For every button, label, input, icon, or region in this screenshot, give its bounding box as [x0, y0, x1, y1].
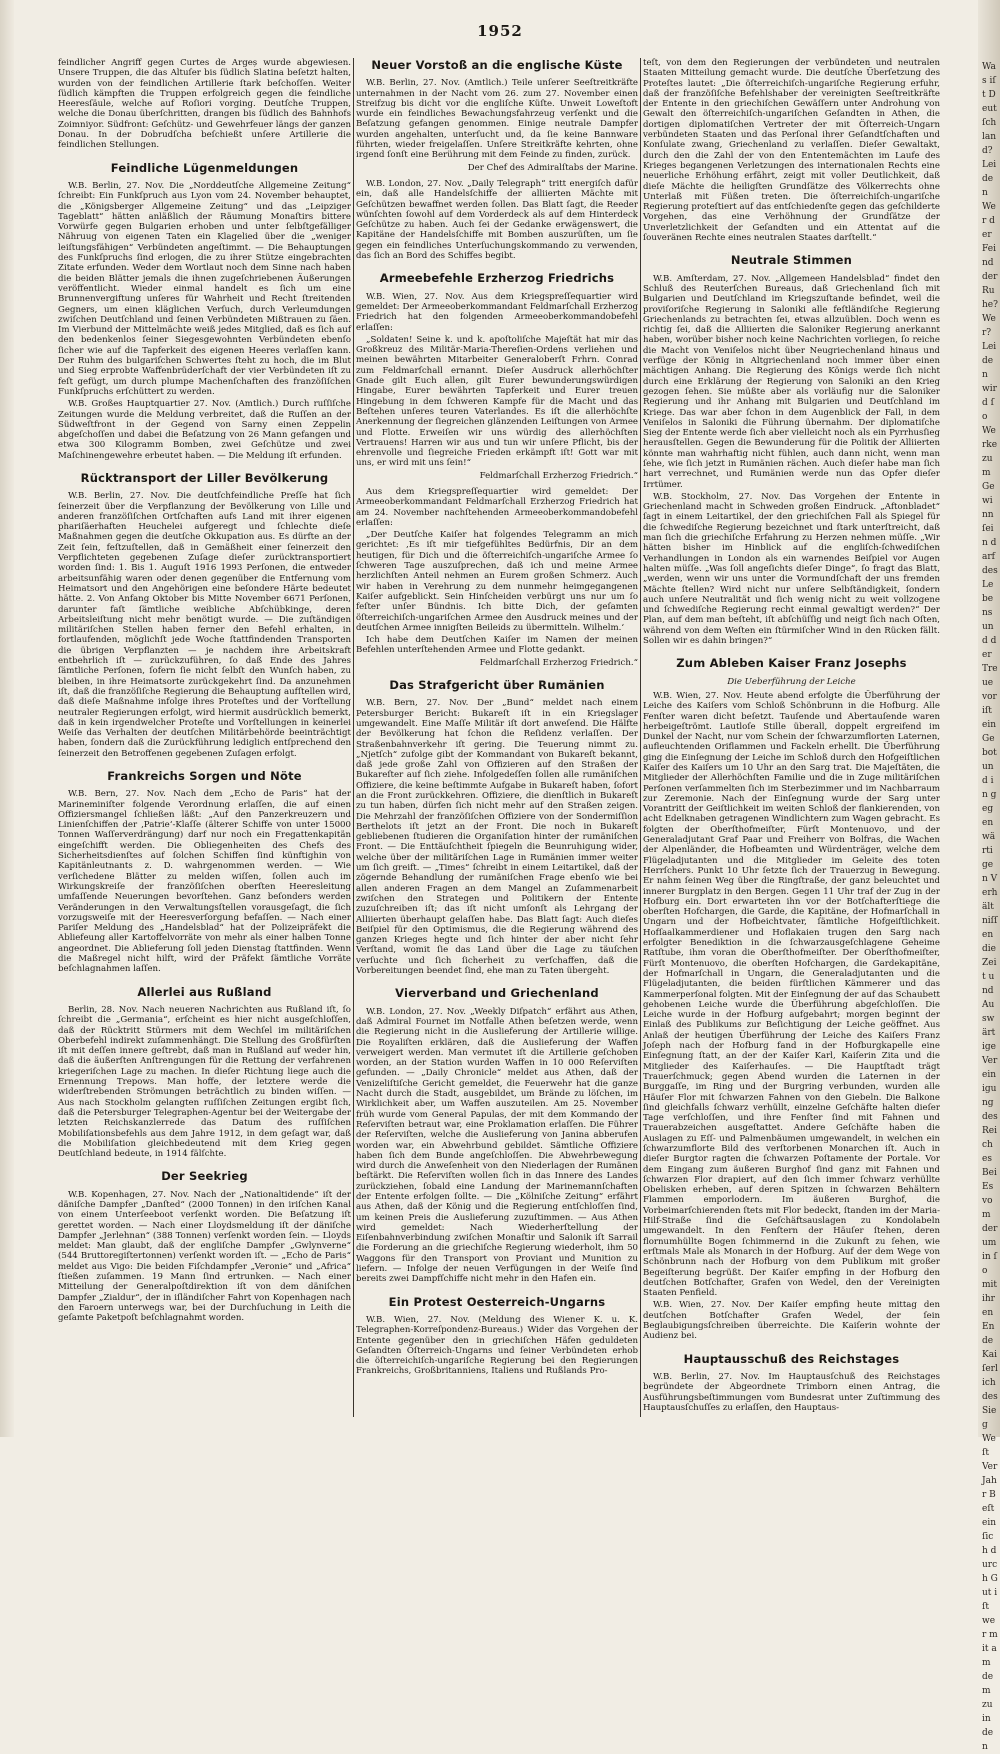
article-paragraph: W.B. Wien, 27. Nov. (Meldung des Wiener K. u. K. Telegraphen-Korreſpondenz-Bureaus.) Wider das Vorgehen der Entente gegenüber den in griechiſchen Häfen geduldeten Geſandten Öſterreich-Ungarns und ſeiner Verbündeten erhob die öſterreichiſch-ungariſche Regierung bei den Regierungen Frankreichs, Großbritanniens, Italiens und Rußlands Pro-: [356, 1314, 638, 1377]
article-paragraph: W.B. Wien, 27. Nov. Der Kaiſer empfing heute mittag den deutſchen Botſchafter Grafen Wedel, der ſein Beglaubigungsſchreiben überreichte. Die Kaiſerin wohnte der Audienz bei.: [643, 1300, 940, 1342]
column-divider: [353, 58, 354, 1417]
article-headline: Feindliche Lügenmeldungen: [110, 160, 299, 175]
article-signature: Der Chef des Admiralſtabs der Marine.: [467, 162, 638, 173]
article-paragraph: „Der Deutſche Kaiſer hat folgendes Telegramm an mich gerichtet: ‚Es iſt mir tiefgefühltes Bedürfnis, Dir an dem heutigen, für Dich und die öſterreichiſch-ungariſche Armee ſo ſchweren Tage auszuſprechen, daß ich und meine Armee herzlichſten Anteil nehmen an Eurem großen Schmerz. Auch wir haben in Verehrung zu dem nunmehr heimgegangenen Kaiſer aufgeblickt. Sein Hinſcheiden verbürgt uns nur um ſo feſter unſer Bündnis. Ich bitte Dich, der geſamten öſterreichiſch-ungariſchen Armee den Ausdruck meines und der deutſchen Armee innigſten Beileids zu übermitteln. Wilhelm.‘: [356, 530, 638, 633]
page-number: 1952: [477, 22, 523, 40]
article-paragraph: Aus dem Kriegspreſſequartier wird gemeldet: Der Armeeoberkommandant Feldmarſchall Erzherzog Friedrich hat am 24. November nachſtehenden Armeeoberkommandobefehl erlaſſen:: [356, 486, 638, 528]
article-paragraph: „Soldaten! Seine k. und k. apoſtoliſche Majeſtät hat mir das Großkreuz des Militär-Maria-Thereſien-Ordens verliehen und meinen bewährten Mitarbeiter Generaloberſt Frhrn. Conrad zum Feldmarſchall ernannt. Dieſer Ausdruck allerhöchſter Gnade gilt Euch allen, gilt Eurer bewunderungswürdigen Hingabe, Eurer bewährten Tapferkeit und Eurer treuen Hingebung in dem ſchweren Kampfe für die Macht und das Beſtehen unſeres teuren Vaterlandes. Es iſt die allerhöchſte Anerkennung der ſiegreichen glänzenden Leiſtungen von Armee und Flotte. Erweiſen wir uns würdig des allerhöchſten Vertrauens! Harren wir aus und tun wir unſere Pflicht, bis der ehrenvolle und ſiegreiche Frieden erkämpft iſt! Gott war mit uns, er wird mit uns ſein!“: [356, 334, 638, 469]
article-paragraph: teſt, von dem den Regierungen der verbündeten und neutralen Staaten Mitteilung gemacht wurde. Die deutſche Überſetzung des Proteſtes lautet: „Die öſterreichiſch-ungariſche Regierung erfuhr, daß der franzöſiſche Befehlshaber der vereinigten Seeſtreitkräfte der Entente in den griechiſchen Gewäſſern unter Androhung von Gewalt den öſterreichiſch-ungariſchen Geſandten in Athen, die dortigen diplomatiſchen Vertreter der mit Öſterreich-Ungarn verbündeten Staaten und das Perſonal ihrer Geſandtſchaften und Konſulate zwang, Griechenland zu verlaſſen. Dieſer Gewaltakt, durch den die Zahl der von den Ententemächten im Laufe des Krieges begangenen Verletzungen des internationalen Rechts eine neuerliche Erhöhung erfährt, zeigt mit voller Deutlichkeit, daß dieſe Mächte die heiligſten Grundſätze des Völkerrechts ohne Unterlaß mit Füßen treten. Die öſterreichiſch-ungariſche Regierung proteſtiert auf das entſchiedenſte gegen das geſchilderte Vorgehen, das eine Verhöhnung der Grundſätze der Unverletzlichkeit der Geſandten und ein Attentat auf die ſouveränen Rechte eines neutralen Staates darſtellt.“: [643, 58, 940, 244]
article-headline: Zum Ableben Kaiser Franz Josephs: [676, 656, 907, 671]
article-headline: Vierverband und Griechenland: [395, 986, 599, 1001]
column-2: [356, 58, 638, 1417]
article-paragraph: W.B. Kopenhagen, 27. Nov. Nach der „Nationaltidende“ iſt der däniſche Dampfer „Danſted“ (2000 Tonnen) in den iriſchen Kanal von einem Unterſeeboot verſenkt worden. Die Beſatzung iſt gerettet worden. — Nach einer Lloydsmeldung iſt der däniſche Dampfer „Jerlehnan“ (388 Tonnen) verſenkt worden ſein. — Lloyds meldet: Man glaubt, daß der engliſche Dampfer „Gwlynverne“ (544 Bruttoregiſtertonnen) verſenkt worden iſt. — „Echo de Paris“ meldet aus Vigo: Die beiden Fiſchdampfer „Veronie“ und „Africa“ ſtießen zuſammen. 19 Mann ſind ertrunken. — Nach einer Mitteilung der Generalpoſtdirektion iſt von dem däniſchen Dampfer „Zialdur“, der in iſländiſcher Fahrt von Kopenhagen nach den Faroern unterwegs war, bei der Durchſuchung in Leith die geſamte Paketpoſt beſchlagnahmt worden.: [58, 1189, 351, 1324]
article-paragraph: W.B. Stockholm, 27. Nov. Das Vorgehen der Entente in Griechenland macht in Schweden großen Eindruck. „Aftonbladet“ ſagt in einem Leitartikel, der den griechiſchen Fall als Spiegel für die ſchwediſche Regierung bezeichnet und ſtark unterſtreicht, daß man ſich die griechiſche Erfahrung zu Herzen nehmen müſſe. „Wir hätten bisher im Hinblick auf die engliſch-ſchwediſchen Verhandlungen in London als ein warnendes Beiſpiel vor Augen halten müſſe. „Was ſoll angeſichts dieſer Dinge“, ſo fragt das Blatt, „werden, wenn wir uns unter die Vormundſchaft der uns fremden Mächte ſtellen? Wird nicht nur unſere Selbſtändigkeit, ſondern auch unſere Neutralität und ſich wenig nicht zu weit vollzogene und ſchwediſche Regierung recht einmal gewaltigt werden?“ Der Plan, auf dem man beſteht, iſt abſchüſſig und neigt ſich nach Oſten, während von dem Weſten ein ſtürmiſcher Wind in den Rücken fällt. Sollen wir es dahin bringen?“: [643, 491, 940, 647]
article-paragraph: W.B. Großes Hauptquartier 27. Nov. (Amtlich.) Durch ruſſiſche Zeitungen wurde die Meldung verbreitet, daß die Ruſſen an der Südweſtfront in der Gegend von Sarny einen Zeppelin abgeſchoſſen und dabei die Beſatzung von 26 Mann gefangen und etwa 300 Kilogramm Bomben, zwei Geſchütze und zwei Maſchinengewehre erbeutet haben. — Die Meldung iſt erfunden.: [58, 399, 351, 461]
article-paragraph: W.B. London, 27. Nov. „Daily Telegraph“ tritt energiſch dafür ein, daß alle Handelsſchiffe der alliierten Mächte mit Geſchützen bewaffnet werden ſollen. Das Blatt ſagt, die Reeder wünſchten ſowohl auf dem Vorderdeck als auf dem Hinterdeck Geſchütze zu haben. Auch ſei der Gedanke erwägenswert, die Kapitäne der Handelsſchiffe mit Bomben auszurüſten, um ſie gegen ein feindliches Unterſuchungskommando zu verwenden, das ſich an Bord des Schiffes begibt.: [356, 178, 638, 262]
article-headline: Neutrale Stimmen: [730, 253, 853, 268]
article-headline: Das Strafgericht über Rumänien: [389, 678, 605, 693]
article-signature: Feldmarſchall Erzherzog Friedrich.“: [479, 470, 638, 481]
article-paragraph: Ich habe dem Deutſchen Kaiſer im Namen der meinen Befehlen unterſtehenden Armee und Flotte gedankt.: [356, 635, 638, 656]
adjacent-page-text: Was iſt Deutſchland? Leiden Wer der Feind der Ruhe? Wer? Leiden wird ſo Werke zum Gewinn ſein darf des Lebens und der Treue vor iſt ein Gebot und in gegenwärtigen Verhältniſſen die Zeit und Auswärtige Vereinigung des Reiches Bei Es vom der um in ſo mit ihren Ende Kaiſerlich des Sieg Weſt Ver Jahr Beſt ein ſich durch Gut iſt wer mit am dem zu in den: [982, 62, 998, 1752]
article-paragraph: Berlin, 28. Nov. Nach neueren Nachrichten aus Rußland iſt, ſo ſchreibt die „Germania“, erſcheint es hier nicht ausgeſchloſſen, daß der Rücktritt Stürmers mit dem Wechſel im militäriſchen Oberbefehl indirekt zuſammenhängt. Die Stellung des Großfürſten iſt mit deſſen innere geſtrebt, daß man in Rußland auf weder hin, daß die äußerſten Anſtrengungen für die Rettung der verfahrenen kriegeriſchen Lage zu machen. In dieſer Richtung liege auch die Ernennung Trepows. Man hoffe, der letztere werde die widerſtrebenden Strömungen beträchtlich zu binden wiſſen. — Aus nach Stockholm gelangten ruſſiſchen Zeitungen ergibt ſich, daß die Petersburger Telegraphen-Agentur bei der Weitergabe der letzten Reichskanzlerrede das Datum des ruſſiſchen Mobiliſationsbefehls aus dem Jahre 1912, in dem geſagt war, daß die Mobiliſation gleichbedeutend mit dem Krieg gegen Deutſchland bedeute, in 1914 fälſchte.: [58, 1004, 351, 1160]
column-1: [58, 58, 351, 1417]
article-paragraph: W.B. Berlin, 27. Nov. Im Hauptausſchuß des Reichstages begründete der Abgeordnete Trimborn einen Antrag, die Ausführungsbeſtimmungen vom Bundesrat unter Zuſtimmung des Hauptausſchuſſes zu erlaſſen, den Hauptaus-: [643, 1371, 940, 1413]
page-left-edge: [0, 0, 14, 1437]
article-paragraph: W.B. Berlin, 27. Nov. Die deutſchfeindliche Preſſe hat ſich ſeinerzeit über die Verpflanzung der Bevölkerung von Lille und anderen franzöſiſchen Ortſchaften aufs Land mit ihrer eigenen phariſäerhaften Heuchelei aufgeregt und ſchlechte dieſe Maßnahmen gegen die deutſche Okkupation aus. Es dürfte an der Zeit ſein, feſtzuſtellen, daß in Gemäßheit einer ſeinerzeit den Verpflichteten gegebenen Zuſage dieſer zurücktransportiert worden ſind: 1. Bis 1. Auguſt 1916 1993 Perſonen, die entweder arbeitsunfähig waren oder denen gegenüber die Entfernung vom Heimatsort und den Angehörigen eine beſondere Härte bedeutet hätte. 2. Von Anfang Oktober bis Mitte November 6671 Perſonen, darunter faſt ſämtliche weibliche Abſchübkinge, deren Arbeitsleiſtung nicht mehr benötigt wurde. — Die zuſtändigen militäriſchen Stellen haben ferner den Befehl erhalten, in fortlaufenden, möglichſt jede Woche ſtattfindenden Transporten die übrigen Verpflanzten — je nachdem ihre Arbeitskraft entbehrlich iſt — zurückzuführen, ſo daß Ende des Jahres ſämtliche Perſonen, ſofern ſie nicht ſelbſt den Wunſch haben, zu bleiben, in ihre Heimatsorte zurückgekehrt ſind. Da anzunehmen iſt, daß die franzöſiſche Regierung die Behauptung aufſtellen wird, daß dieſe Maßnahme infolge ihres Proteſtes und der Vorſtellung neutraler Regierungen erfolgt, wird hiermit ausdrücklich bemerkt, daß in kein irgendwelcher Proteſte und Vorſtellungen in keinerlei Weiſe das Verhalten der deutſchen Militärbehörde beeinträchtigt haben, ſondern daß die Zurückführung lediglich entſprechend den ſeinerzeit den Betroffenen gegebenen Zuſagen erfolgt.: [58, 491, 351, 759]
article-headline: Der Seekrieg: [161, 1169, 248, 1184]
article-headline: Frankreichs Sorgen und Nöte: [107, 769, 302, 783]
article-paragraph: W.B. Berlin, 27. Nov. (Amtlich.) Teile unſerer Seeſtreitkräfte unternahmen in der Nacht vom 26. zum 27. November einen Streifzug bis dicht vor die engliſche Küſte. Unweit Loweſtoft wurde ein feindliches Bewachungsfahrzeug verſenkt und die Beſatzung gefangen genommen. Einige neutrale Dampfer wurden angehalten, unterſucht und, da ſie keine Bannware führten, wieder freigelaſſen. Unſere Streitkräfte kehrten, ohne irgend ſonſt eine Berührung mit dem Feinde zu finden, zurück.: [356, 78, 638, 161]
article-paragraph: W.B. Bern, 27. Nov. Der „Bund“ meldet nach einem Petersburger Bericht: Bukareſt iſt in ein Kriegslager umgewandelt. Eine Maſſe Militär iſt dort anweſend. Die Hälfte der Bevölkerung hat ſchon die Reſidenz verlaſſen. Der Straßenbahnverkehr iſt gering. Die Teuerung nimmt zu. „Njetſch“ zufolge gibt der Kommandant von Bukareſt bekannt, daß jede große Zahl von Offizieren auf den Straßen der Bukareſter auf ſich ziehe. Infolgedeſſen ſollen alle rumäniſchen Offiziere, die keine beſtimmte Aufgabe in Bukareſt haben, ſofort an die Front zurückkehren. Offiziere, die dienſtlich in Bukareſt zu tun haben, dürfen ſich nicht mehr auf den Straßen zeigen. Die Mehrzahl der franzöſiſchen Offiziere von der Sondermiſſion Berthelots iſt jetzt an der Front. Die noch in Bukareſt gebliebenen ſtudieren die Organiſation hinter der rumäniſchen Front. — Die Enttäuſchtheit ſpiegeln die Beunruhigung wider, welche über der militäriſchen Lage in Rumänien immer weiter um ſich greift. — „Times“ ſchreibt in einem Leitartikel, daß der zögernde Behandlung der rumäniſchen Frage ebenſo wie bei allen anderen Fragen an dem Mangel an Zuſammenarbeit zwiſchen den Strategen und Politikern der Entente zuzuſchreiben iſt; das iſt nicht umſonſt als Lehrgang der Alliierten überhaupt gelaſſen habe. Das Blatt ſagt: Auch dieſes Beiſpiel für den Optimismus, die die Regierung während des ganzen Krieges hegte und ſich hinter der aber nicht ſehr Verſtand, womit ſie das Land über die Lage zu täuſchen verſuchte und ſich ſicherheit zu verſchaffen, daß die Vorbereitungen beendet ſind, ehe man zu Taten übergeht.: [356, 698, 638, 977]
column-divider: [640, 58, 641, 1417]
article-headline: Neuer Vorstoß an die englische Küste: [371, 58, 623, 72]
article-paragraph: W.B. Wien, 27. Nov. Heute abend erfolgte die Überführung der Leiche des Kaiſers vom Schloß Schönbrunn in die Hofburg. Alle Fenſter waren dicht beſetzt. Tauſende und Abertauſende waren herbeigeſtrömt. Lautloſe Stille überall, doppelt ergreifend im Dunkel der Nacht, nur vom Schein der ſchwarzumflorten Laternen, aufleuchtenden Oriflammen und Fackeln erhellt. Die Überführung ging die Einſegnung der Leiche im Schloß durch den Hofgeiſtlichen Kaiſer des Kaiſers um 10 Uhr an den Sarg trat. Die Majeſtäten, die Mitglieder der Allerhöchſten Familie und die in Zuge militäriſchen Perſonen verſammelten ſich im Sterbezimmer und im Nachbarraum zur Zeremonie. Nach der Einſegnung wurde der Sarg unter Vorantritt der Geiſtlichkeit im weiten Schloß der flankierenden, von acht Edelknaben getragenen Windlichtern zum Wagen gebracht. Es folgten der Oberſthofmeiſter, Fürſt Montenuovo, und der Generaladjutant Graf Paar und Freiherr von Bolfras, die Wachen der Alpenländer, die Hofbeamten und Würdenträger, welche dem Flügeladjutanten und die Mitglieder im Geleite des toten Herrſchers. Punkt 10 Uhr ſetzte ſich der Trauerzug in Bewegung. Er nahm ſeinen Weg über die Ringſtraße, der ganz beleuchtet und innerer Burgplatz in den Bergen. Gegen 11 Uhr traf der Zug in der Hofburg ein. Dort erwarteten ihn vor der Botſchafterſtiege die oberſten Hofchargen, die Garde, die Kapitäne, der Hofmarſchall in Ungarn und der Hofbeichtvater, ſämtliche Hofgeiſtlichkeit. Hofſaalkammerdiener und Hoflakaien trugen den Sarg nach erfolgter Benediktion in die ſchwarzausgeſchlagene Geheime Ratſtube, ihm voran die Oberſthofmeiſter. Der Oberſthofmeiſter, Fürſt Montenuovo, die oberſten Hofchargen, die Gardekapitäne, der Hofmarſchall in Ungarn, die Generaladjutanten und die Flügeladjutanten, die beiden fürſtlichen Kämmerer und das Kammerperſonal folgten. Mit der Einſegnung der auf das Schaubett gehobenen Leiche wurde die Überführung abgeſchloſſen. Die Leiche wurde in der Hofburg aufgebahrt; morgen beginnt der Einlaß des Publikums zur Beſichtigung der Leiche geöffnet. Aus Anlaß der heutigen Überführung der Leiche des Kaiſers Franz Joſeph nach der Hofburg fand in der Hofburgkapelle eine Einſegnung ſtatt, an der der Kaiſer Karl, Kaiſerin Zita und die Mitglieder des Kaiſerhauſes. — Die Hauptſtadt trägt Trauerſchmuck; gegen Abend wurden die Laternen in der Burggaſſe, im Ring und der Burgring verbunden, wurden alle Häuſer Flor mit ſchwarzen Fahnen von den Giebeln. Die Balkone ſind gleichfalls ſchwarz verhüllt, einzelne Geſchäfte halten dieſer Tage verſchloſſen, und ihre Fenſter ſind mit Fahnen und Trauerabzeichen ausgeſtattet. Andere Geſchäfte haben die Auslagen zu Eſſ- und Palmenbäumen umgewandelt, in welchen ein ſchwarzumflorte Bild des verſtorbenen Monarchen iſt. Auch in dieſer Burgtor ragten die ſchwarzen Poſtamente der Portale. Vor dem Eingang zum äußeren Burghof ſind ganz mit Fahnen und ſchwarzen Flor drapiert, auf den ſich immer ſchwarz verhüllte Obelisken erheben, auf deren Spitzen in ſchwarzen Behältern Flammen emporlodern. Im äußeren Burghof, die Vorbeimarſchierenden ſtets mit Flor bedeckt, ſtanden im der Maria-Hilf-Straße ſind die Geſchäftsauslagen zu Kondolabeln umgewandelt. In den Fenſtern der Häuſer ſtehen, deren flornumhüllte Bogen ſchimmernd in die Zukunft zu ſehen, wie erſtmals Male als Monarch in der Hofburg. Auf der dem Wege von Schönbrunn nach der Hofburg von dem Publikum mit großer Begeiſterung begrüßt. Der Kaiſer empfing in der Hofburg den deutſchen Botſchafter, Grafen von Wedel, den der Vereinigten Staaten Penfield.: [643, 690, 940, 1299]
article-headline: Ein Protest Oesterreich-Ungarns: [388, 1294, 606, 1309]
article-headline: Armeebefehle Erzherzog Friedrichs: [379, 271, 615, 286]
article-subheadline: Die Ueberführung der Leiche: [727, 676, 856, 687]
article-paragraph: feindlicher Angriff gegen Curtes de Argeș wurde abgewiesen. Unsere Truppen, die das Altuſer bis ſüdlich Slatina beſetzt halten, wurden von der feindlichen Artillerie ſtark beſchoſſen. Weiter ſüdlich kämpften die Truppen erfolgreich gegen die feindliche Heeresſäule, welche auf Roſiori vorging. Deutſche Truppen, welche die Donau überſchritten, drangen bis ſüdlich des Bahnhofs Zoimniyor. Südfront: Geſchütz- und Gewehrfeuer längs der ganzen Donau. In der Dobrudſcha beſchießt unſere Artillerie die feindlichen Stellungen.: [58, 58, 351, 151]
article-signature: Feldmarſchall Erzherzog Friedrich.“: [479, 657, 638, 668]
article-headline: Allerlei aus Rußland: [137, 984, 272, 999]
column-3: [643, 58, 940, 1417]
article-paragraph: W.B. Berlin, 27. Nov. Die „Norddeutſche Allgemeine Zeitung“ ſchreibt: Ein Funkſpruch aus Lyon vom 24. November behauptet, die „Königsberger Allgemeine Zeitung“ und das „Leipziger Tageblatt“ hätten anläßlich der Räumung Monaſtirs bittere Vorwürfe gegen Bulgarien erhoben und unter ſelbſtgefälliger Nähruug von eigenen Taten ein Klagelied über die „weniger leiſtungsfähigen“ Verbündeten angeſtimmt. — Die Behauptungen des Funkſpruchs ſind erlogen, die zu ihrer Stütze eingebrachten Zitate erfunden. Weder dem Wortlaut noch dem Sinne nach haben die beiden Blätter jemals die ihnen zugeſchriebenen Äußerungen veröffentlicht. Wieder einmal handelt es ſich um eine Brunnenvergiftung unſeres für Wahrheit und Recht ſtreitenden Gegners, um einen kläglichen Verſuch, durch Verleumdungen zwiſchen Deutſchland und ſeinen Verbündeten Mißtrauen zu ſäen. Im Vierbund der Mittelmächte weiß jedes Mitglied, daß es ſich auf den bedenkenlos ſeiner Siegesgewohnten Verbündeten ebenſo ſicher wie auf die Tapferkeit des eigenen Heeres verlaſſen kann. Der Ruhm des bulgariſchen Schwertes ſteht zu hoch, die im Blut und Sieg erprobte Waffenbrüderſchaft der vier Verbündeten iſt zu feſt gefügt, um durch plumpe Machenſchaften des franzöſiſchen Funkſpruchs erſchüttert zu werden.: [58, 180, 351, 397]
adjacent-page-edge: [978, 0, 1000, 1752]
article-headline: Rücktransport der Liller Bevölkerung: [80, 470, 329, 485]
article-paragraph: W.B. Wien, 27. Nov. Aus dem Kriegspreſſequartier wird gemeldet: Der Armeeoberkommandant Feldmarſchall Erzherzog Friedrich hat den folgenden Armeeoberkommandobefehl erlaſſen:: [356, 291, 638, 333]
article-paragraph: W.B. Bern, 27. Nov. Nach dem „Echo de Paris“ hat der Marineminiſter folgende Verordnung erlaſſen, die auf einen Offiziersmangel ſchließen läßt: „Auf den Panzerkreuzern und Linienſchiffen der ‚Patrie‘-Klaſſe (älterer Schiffe von unter 15000 Tonnen Waſſerverdrängung) darf nur noch ein Fregattenkapitän eingeſchifft werden. Die Obliegenheiten des Chefs des Sicherheitsdienſtes auf ſolchen Schiffen ſind künftighin von Kapitänleutnants z. D. wahrgenommen werden. — Wie verſichedene Blätter zu melden wiſſen, ſollen auch im Wirkungskreiſe der franzöſiſchen oberſten Heeresleitung umfaſſende Neuerungen bevorſtehen. Ganz beſonders werden Veränderungen in den Verwaltungsſtellen vorausgeſagt, die ſich vorzugsweiſe mit der Heeresverſorgung befaſſen. — Nach einer Pariſer Meldung des „Handelsblad“ hat der Polizeipräfekt die Abliefeung aller Kartoffelvorräte von mehr als einer halben Tonne angeordnet. Die Ablieferung ſoll jeden Dienstag ſtattfinden. Wenn die Maßregel nicht hilft, wird der Präfekt ſämtliche Vorräte beſchlagnahmen laſſen.: [58, 789, 351, 975]
article-headline: Hauptausschuß des Reichstages: [683, 1351, 900, 1366]
article-paragraph: W.B. London, 27. Nov. „Weekly Diſpatch“ erfährt aus Athen, daß Admiral Fournet im Notfalle Athen beſetzen werde, wenn die Regierung nicht in die Auslieferung der Artillerie willige. Die Royaliſten erklären, daß die Auslieferung der Waffen verweigert werden. Man vermutet iſt die Artillerie geſchoben worden, an der Station wurden Waffen in 10 000 Reſerviſten gefunden. — „Daily Chronicle“ meldet aus Athen, daß der Venizeliſtiſche Gericht gemeldet, die Feuerwehr hat die ganze Nacht durch die Stadt, ausgebildet, um Brände zu löſchen, im Wirklichkeit aber, um Waffen auszuteilen. Am 25. November früh wurde vom General Papulas, der mit dem Kommando der Reſerviſten betraut war, eine Proklamation erlaſſen. Die Führer der Reſerviſten, welche die Auslieferung von Janina abberufen worden war, ein Abwehrbund gebildet. Sämtliche Offiziere haben ſich dem Bunde angeſchloſſen. Die Abwehrbewegung wird durch die Anweſenheit von den Niederlagen der Rumänen beſtärkt. Die Reſerviſten wollen ſich in das Innere des Landes zurückziehen, ſobald eine Landung der Marinemannſchaften der Entente erfolgen ſollte. — Die „Kölniſche Zeitung“ erfährt aus Athen, daß der König und die Regierung entſchloſſen ſind, um keinen Preis die Auslieferung zuzuſtimmen. — Aus Athen wird gemeldet: Nach Wiederherſtellung der Eiſenbahnverbindung zwiſchen Monaſtir und Salonik iſt Sarrail die Forderung an die griechiſche Regierung wiederholt, ihm 50 Waggons für den Transport von Proviant und Munition zu liefern. — Infolge der neuen Verfügungen in der Weiſe ſind bereits zwei Dampfſchiffe nicht mehr in den Hafen ein.: [356, 1006, 638, 1285]
article-paragraph: W.B. Amſterdam, 27. Nov. „Allgemeen Handelsblad“ findet den Schluß des Reuterſchen Bureaus, daß Griechenland ſich mit Bulgarien und Deutſchland im Kriegszuſtande befindet, weil die proviſoriſche Regierung in Saloniki alle feſtländiſche Regierung Griechenlands zu betrachten ſei, etwas allzuüblen. Doch wenn es richtig ſei, daß die Alliierten die Saloniker Regierung anerkannt haben, worüber bisher noch keine Nachrichten vorliegen, ſo reiche die Macht von Veniſelos nicht über Neugriechenland hinaus und verfüge der König in Altgriechenland noch immer über einen mächtigen Anhang. Die Regierung des Königs werde ſich nicht durch eine Erklärung der Regierung von Saloniki an den Krieg gezogen ſehen. Sie müßte aber als vorläufig nur die Saloniker Regierung und ihr Anhang mit Bulgarien und Deutſchland im Kriege. Das war aber ſchon in dem Augenblick der Fall, in dem Veniſelos in Saloniki die Führung übernahm. Der diplomatiſche Sieg der Entente werde ſich aber vielleicht noch als ein Pyrrhusſieg herausſtellen. Gegen die Bewunderung für die Politik der Alliierten könnte man wahrhaftig nicht fühlen, auch dann nicht, wenn man ſehe, wie ſich jetzt in Rumänien rächen. Auch dieſer habe man ſich hart verrechnet, und Rumänien werde nun das Opfer dieſer Irrtümer.: [643, 273, 940, 490]
